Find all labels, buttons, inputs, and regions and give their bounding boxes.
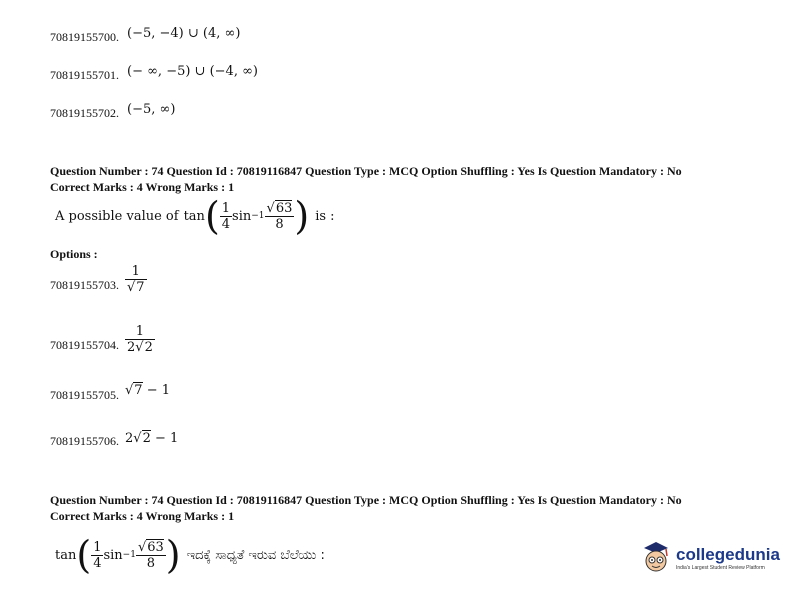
question-prompt (55, 533, 325, 577)
option-id: 70819155706. (50, 434, 119, 448)
sin-label: sin (103, 547, 123, 563)
tan-label: tan (55, 547, 77, 563)
prompt-prefix: A possible value of (55, 208, 179, 224)
left-paren: ( (76, 533, 92, 577)
collegedunia-logo (640, 540, 780, 576)
fraction-one-fourth: $\frac{1}{4}$ (221, 200, 231, 232)
marks-line: Correct Marks : 4 Wrong Marks : 1 (50, 180, 235, 194)
right-paren: ) (294, 194, 310, 238)
fraction-one-fourth: $\frac{1}{4}$ (93, 539, 102, 571)
right-paren: ) (165, 533, 181, 577)
question-header (50, 163, 750, 195)
option-row (50, 431, 179, 450)
option-id: 70819155701. (50, 68, 119, 82)
option-row (50, 66, 258, 84)
option-id: 70819155702. (50, 106, 119, 120)
fraction-root63-over-8: $\frac{√63}{8}$ (137, 539, 164, 571)
kannada-prompt-text: ಇದಕ್ಕೆ ಸಾಧ್ಯತೆ ಇರುವ ಬೆಲೆಯು : (186, 547, 325, 563)
option-value: √7 − 1 (125, 383, 171, 398)
option-row (50, 324, 155, 355)
question-meta-line: Question Number : 74 Question Id : 70819116847 Question Type : MCQ Option Shuffling : Yes Is Question Mandatory : No (50, 164, 682, 178)
logo-tagline: India's Largest Student Review Platform (676, 565, 765, 571)
option-row (50, 264, 147, 295)
marks-line: Correct Marks : 4 Wrong Marks : 1 (50, 509, 235, 523)
option-value: (−5, ∞) (127, 102, 176, 117)
inverse-exponent: −1 (251, 211, 265, 221)
option-row (50, 28, 240, 46)
option-id: 70819155700. (50, 30, 119, 44)
left-paren: ( (204, 194, 220, 238)
option-value: $\frac{1}{2√2}$ (127, 324, 153, 355)
fraction-root63-over-8: $\frac{√63}{8}$ (266, 200, 293, 232)
option-value: (−5, −4) ∪ (4, ∞) (127, 26, 241, 41)
inverse-exponent: −1 (122, 550, 136, 560)
option-value: (− ∞, −5) ∪ (−4, ∞) (127, 64, 258, 79)
question-meta-line: Question Number : 74 Question Id : 70819116847 Question Type : MCQ Option Shuffling : Yes Is Question Mandatory : No (50, 493, 682, 507)
question-prompt (55, 194, 335, 238)
option-row (50, 104, 175, 122)
logo-wordmark: collegedunia (676, 545, 780, 564)
question-header (50, 492, 750, 524)
sin-label: sin (232, 208, 252, 224)
option-id: 70819155703. (50, 278, 119, 292)
options-label: Options : (50, 247, 98, 261)
mascot-face-icon (640, 540, 672, 576)
option-value: $\frac{1}{√7}$ (127, 264, 145, 295)
option-value: 2√2 − 1 (125, 431, 179, 446)
tan-label: tan (183, 208, 205, 224)
option-row (50, 383, 171, 404)
option-id: 70819155705. (50, 388, 119, 402)
option-id: 70819155704. (50, 338, 119, 352)
prompt-suffix: is : (315, 208, 335, 224)
